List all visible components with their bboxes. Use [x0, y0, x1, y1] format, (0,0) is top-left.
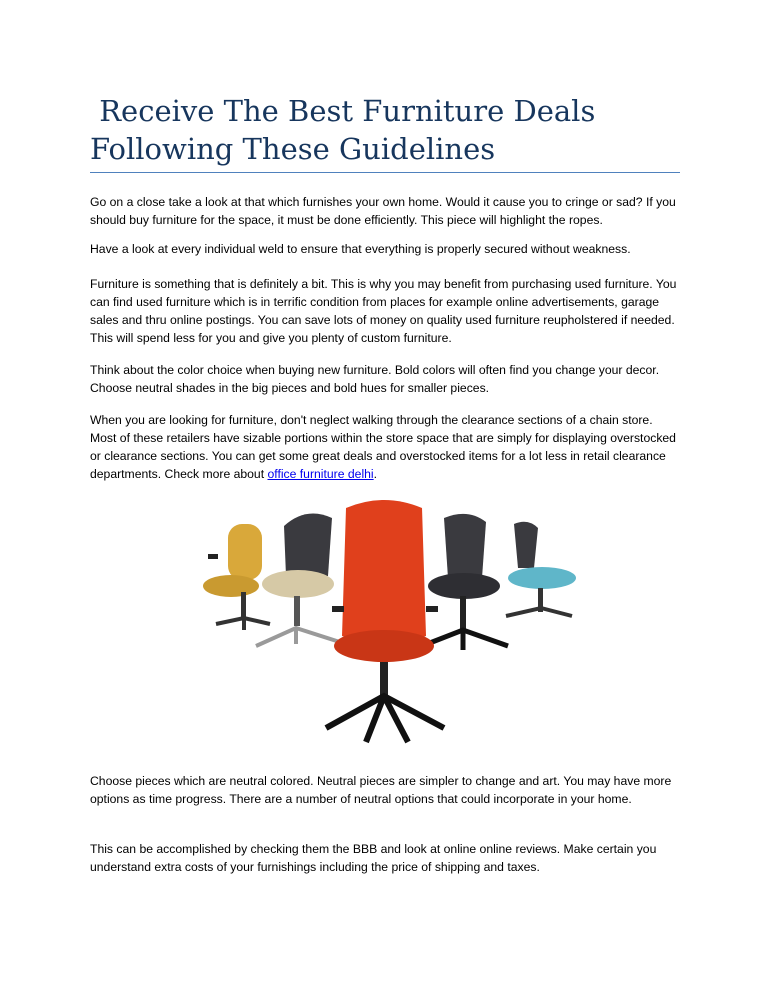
office-furniture-delhi-link[interactable]: office furniture delhi: [267, 467, 374, 481]
title-underline-rule: [90, 172, 680, 173]
beige-mesh-chair-illustration: [256, 514, 346, 647]
teal-chair-illustration: [506, 522, 576, 616]
title-line-1: Receive The Best Furniture Deals: [90, 94, 596, 128]
yellow-chair-illustration: [203, 524, 270, 630]
paragraph-3: Furniture is something that is definitely a bit. This is why you may benefit from purchasing used furniture. You can find used furniture which is in terrific condition from places for example online advertisements, garage sales and thru online postings. You can save lots of money on quality used furniture reupholstered if needed. This will spend less for you and give you plenty of custom furniture.: [90, 277, 677, 345]
paragraph-5: [90, 411, 680, 483]
paragraph-4: Think about the color choice when buying new furniture. Bold colors will often find you change your decor. Choose neutral shades in the big pieces and bold hues for smaller pieces.: [90, 363, 660, 395]
paragraph-6: Choose pieces which are neutral colored. Neutral pieces are simpler to change and art. You may have more options as time progress. There are a number of neutral options that could incorporate in your home.: [90, 774, 672, 806]
paragraph-1: Go on a close take a look at that which furnishes your own home. Would it cause you to cringe or sad? If you should buy furniture for the space, it must be done efficiently. This piece will highlight the ropes.: [90, 195, 676, 227]
paragraph-5-end: .: [373, 467, 378, 481]
paragraph-5-text: When you are looking for furniture, don't neglect walking through the clearance sections of a chain store. Most of these retailers have sizable portions within the store space that are simply for displaying overstocked or clearance sections. You can get some great deals and overstocked items for a lot less in retail clearance departments. Check more about: [90, 413, 676, 481]
orange-executive-chair-illustration: [326, 500, 444, 742]
office-chairs-image: [186, 496, 586, 746]
paragraph-2: Have a look at every individual weld to ensure that everything is properly secured without weakness.: [90, 242, 631, 256]
charcoal-chair-illustration: [422, 514, 508, 650]
document-title: [90, 92, 680, 168]
paragraph-7: This can be accomplished by checking them the BBB and look at online online reviews. Make certain you understand extra costs of your furnishings including the price of shipping and taxes.: [90, 842, 657, 874]
title-line-2: Following These Guidelines: [90, 132, 496, 166]
